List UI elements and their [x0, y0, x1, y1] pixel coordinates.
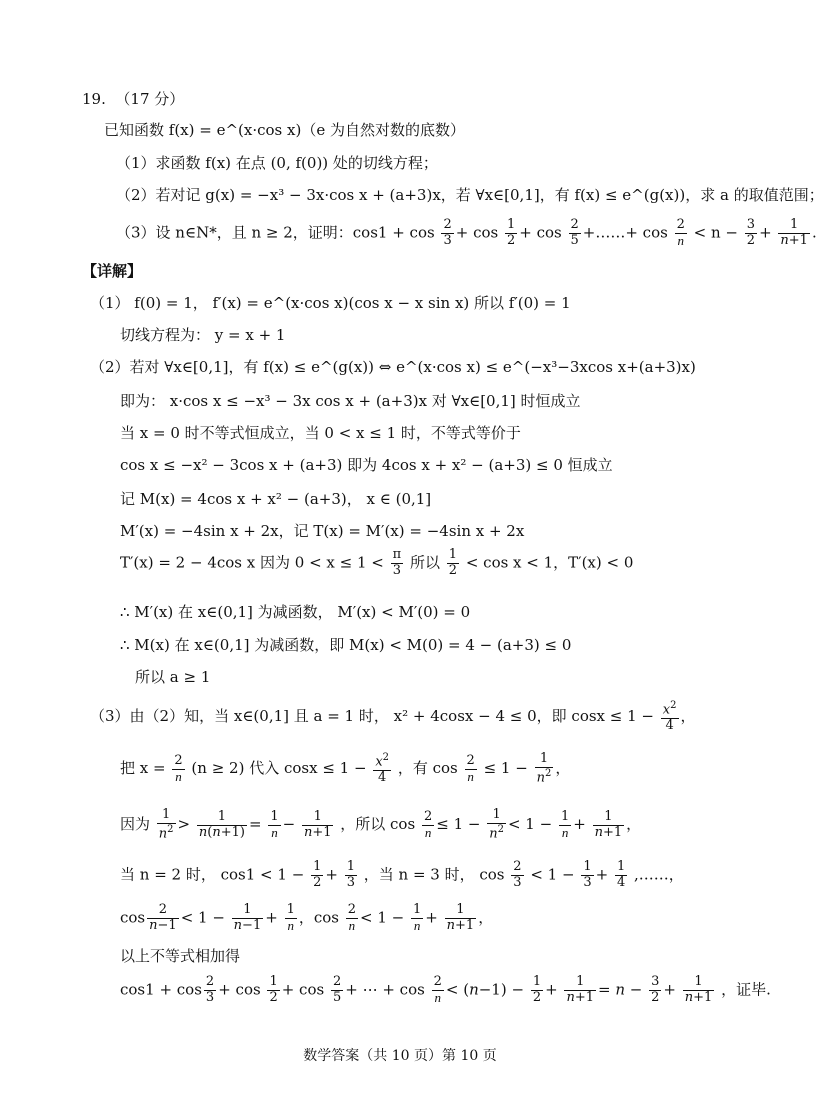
fraction: $\frac{2}{n}$	[466, 752, 475, 784]
problem-score: （17 分）	[115, 90, 185, 108]
fraction: $\frac{1}{n}$	[560, 808, 570, 840]
fraction: $\frac{1}{4}$	[616, 859, 626, 890]
fraction: $\frac{2}{3}$	[443, 217, 452, 248]
fraction: $\frac{1}{n+1}$	[594, 808, 623, 840]
fraction: $\frac{1}{2}$	[532, 974, 542, 1005]
solution-3-line-7: cos1 + cos $\frac{2}{3}$ + cos $\frac{1}{2}$ + cos $\frac{2}{5}$ + ⋯ + cos $\frac{2}{n}$ < (n−1) − $\frac{1}{2}$ + $\frac{1}{n+1}$ = n − $\frac{3}{2}$ + $\frac{1}{n+1}$ ，证毕.	[120, 974, 771, 1005]
problem-part-1: （1）求函数 f(x) 在点 (0, f(0)) 处的切线方程；	[116, 154, 438, 172]
solution-2-line-5: 记 M(x) = 4cos x + x² − (a+3)， x ∈ (0,1]	[120, 490, 432, 508]
solution-2-line-7: T′(x) = 2 − 4cos x 因为 0 < x ≤ 1 < $\frac{\pi}{3}$ 所以 $\frac{1}{2}$ < cos x < 1，T′(x) < 0	[120, 547, 634, 578]
problem-number: 19.	[82, 90, 106, 108]
fraction: $\frac{2}{n}$	[423, 808, 433, 840]
solution-2-line-9: ∴ M(x) 在 x∈(0,1] 为减函数，即 M(x) < M(0) = 4 − (a+3) ≤ 0	[120, 636, 572, 654]
solution-2-line-2: 即为： x·cos x ≤ −x³ − 3x cos x + (a+3)x 对 ∀x∈[0,1] 时恒成立	[120, 392, 581, 410]
fraction: $\frac{1}{n+1}$	[780, 217, 808, 248]
fraction: $\frac{1}{n(n+1)}$	[198, 808, 245, 840]
problem-part-3: （3）设 n∈N*，且 n ≥ 2，证明：cos1 + cos $\frac{2}{3}$ + cos $\frac{1}{2}$ + cos $\frac{2}{5}$ +……+ cos $\frac{2}{n}$ < n − $\frac{3}{2}$ + $\frac{1}{n+1}$ .	[116, 217, 817, 248]
fraction: $\frac{1}{2}$	[506, 217, 516, 248]
fraction: $\frac{\pi}{3}$	[392, 547, 402, 578]
fraction: $\frac{1}{n+1}$	[566, 974, 594, 1005]
solution-3-line-1: （3）由（2）知，当 x∈(0,1] 且 a = 1 时， x² + 4cosx − 4 ≤ 0，即 cosx ≤ 1 − $\frac{x^2}{4}$ ，	[90, 700, 696, 734]
solution-heading: 【详解】	[82, 262, 143, 280]
fraction: $\frac{1}{n}$	[270, 808, 279, 840]
problem-part-2: （2）若对记 g(x) = −x³ − 3x·cos x + (a+3)x，若 ∀x∈[0,1]，有 f(x) ≤ e^(g(x))，求 a 的取值范围；	[116, 186, 824, 204]
fraction: $\frac{1}{n-1}$	[233, 902, 262, 933]
fraction: $\frac{3}{2}$	[651, 974, 660, 1005]
fraction: $\frac{1}{2}$	[448, 547, 458, 578]
fraction: $\frac{1}{n+1}$	[446, 902, 475, 933]
solution-3-line-3: 因为 $\frac{1}{n^2}$ > $\frac{1}{n(n+1)}$ = $\frac{1}{n}$ − $\frac{1}{n+1}$ ，所以 cos $\frac{2}{n}$ ≤ 1 − $\frac{1}{n^2}$ < 1 − $\frac{1}{n}$ + $\frac{1}{n+1}$ ，	[120, 807, 642, 842]
solution-1-line-2: 切线方程为： y = x + 1	[120, 326, 286, 344]
fraction: $\frac{1}{n+1}$	[684, 974, 713, 1005]
fraction: $\frac{1}{2}$	[269, 974, 278, 1005]
solution-3-line-5: cos $\frac{2}{n-1}$ < 1 − $\frac{1}{n-1}$ + $\frac{1}{n}$ ，cos $\frac{2}{n}$ < 1 − $\frac{1}{n}$ + $\frac{1}{n+1}$ ，	[120, 902, 494, 933]
solution-1-line-1: （1） f(0) = 1， f′(x) = e^(x·cos x)(cos x − x sin x) 所以 f′(0) = 1	[90, 294, 571, 312]
solution-2-line-4: cos x ≤ −x² − 3cos x + (a+3) 即为 4cos x + x² − (a+3) ≤ 0 恒成立	[120, 456, 613, 474]
fraction: $\frac{1}{n}$	[413, 902, 422, 933]
fraction: $\frac{1}{3}$	[346, 859, 355, 890]
fraction: $\frac{2}{n-1}$	[149, 902, 177, 933]
solution-2-line-6: M′(x) = −4sin x + 2x，记 T(x) = M′(x) = −4sin x + 2x	[120, 522, 525, 540]
fraction: $\frac{1}{2}$	[313, 859, 322, 890]
fraction: $\frac{1}{n^2}$	[536, 751, 552, 786]
fraction: $\frac{2}{n}$	[676, 217, 685, 248]
fraction: $\frac{x^2}{4}$	[375, 752, 390, 786]
problem-intro: 已知函数 f(x) = e^(x·cos x)（e 为自然对数的底数）	[104, 121, 465, 139]
fraction: $\frac{1}{n+1}$	[303, 808, 332, 840]
solution-2-line-1: （2）若对 ∀x∈[0,1]，有 f(x) ≤ e^(g(x)) ⇔ e^(x·cos x) ≤ e^(−x³−3xcos x+(a+3)x)	[90, 358, 696, 376]
fraction: $\frac{2}{3}$	[513, 859, 522, 890]
fraction: $\frac{2}{3}$	[205, 974, 215, 1005]
solution-3-line-2: 把 x = $\frac{2}{n}$ (n ≥ 2) 代入 cosx ≤ 1 − $\frac{x^2}{4}$ ，有 cos $\frac{2}{n}$ ≤ 1 − $\frac{1}{n^2}$ ，	[120, 751, 571, 786]
fraction: $\frac{2}{5}$	[332, 974, 342, 1005]
fraction: $\frac{2}{n}$	[433, 974, 442, 1005]
fraction: $\frac{1}{3}$	[583, 859, 592, 890]
solution-2-line-10: 所以 a ≥ 1	[135, 668, 211, 686]
solution-2-line-3: 当 x = 0 时不等式恒成立，当 0 < x ≤ 1 时，不等式等价于	[120, 424, 521, 442]
solution-3-line-4: 当 n = 2 时， cos1 < 1 − $\frac{1}{2}$ + $\frac{1}{3}$ ，当 n = 3 时， cos $\frac{2}{3}$ < 1 − $\frac{1}{3}$ + $\frac{1}{4}$ ,……，	[120, 859, 684, 890]
fraction: $\frac{2}{n}$	[174, 752, 183, 784]
fraction: $\frac{2}{n}$	[347, 902, 357, 933]
page-footer: 数学答案（共 10 页）第 10 页	[303, 1048, 497, 1064]
fraction: $\frac{3}{2}$	[746, 217, 756, 248]
fraction: $\frac{1}{n^2}$	[489, 807, 504, 842]
fraction: $\frac{1}{n^2}$	[158, 807, 174, 842]
solution-2-line-8: ∴ M′(x) 在 x∈(0,1] 为减函数， M′(x) < M′(0) = 0	[120, 603, 471, 621]
problem-header	[82, 90, 184, 108]
solution-3-line-6: 以上不等式相加得	[120, 947, 241, 965]
fraction: $\frac{2}{5}$	[570, 217, 579, 248]
fraction: $\frac{x^2}{4}$	[662, 700, 677, 734]
fraction: $\frac{1}{n}$	[286, 902, 295, 933]
